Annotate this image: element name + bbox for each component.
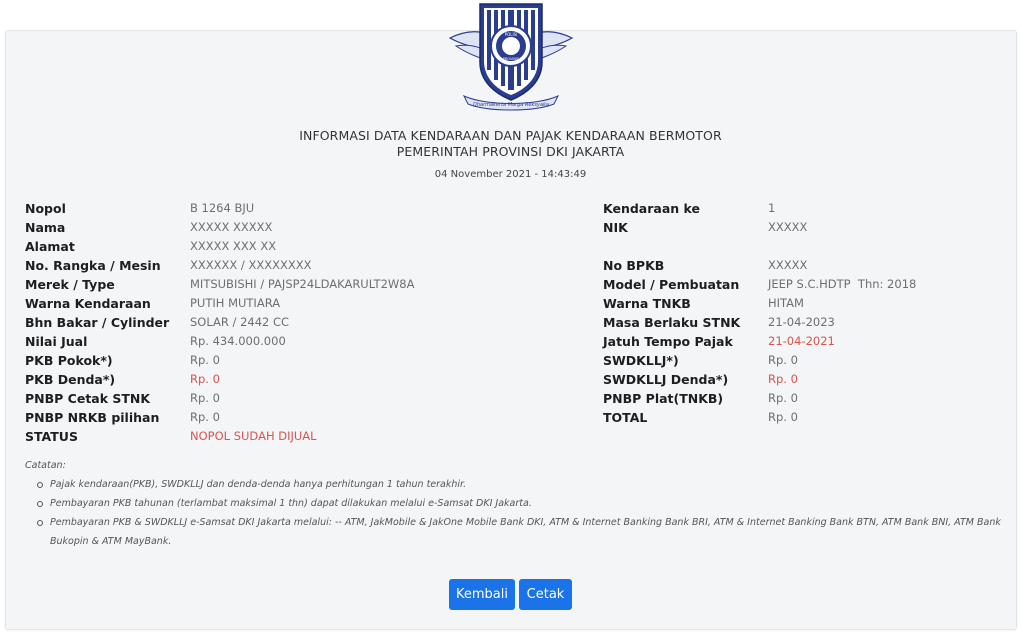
field-value: Rp. 0 — [190, 353, 220, 367]
field-value: XXXXX XXX XX — [190, 239, 277, 253]
field-label: Kendaraan ke — [603, 201, 700, 216]
field-label: Masa Berlaku STNK — [603, 315, 741, 330]
notes-title: Catatan: — [25, 460, 66, 471]
field-label: Nilai Jual — [25, 334, 88, 349]
field-value: Rp. 0 — [190, 372, 220, 386]
field-label: Warna Kendaraan — [25, 296, 151, 311]
field-label: No BPKB — [603, 258, 665, 273]
field-label: PKB Pokok*) — [25, 353, 113, 368]
field-label: Alamat — [25, 239, 75, 254]
field-value: 21-04-2023 — [768, 315, 835, 329]
field-label: Model / Pembuatan — [603, 277, 740, 292]
field-value: Rp. 0 — [190, 410, 220, 424]
field-value: Rp. 0 — [190, 391, 220, 405]
field-value: 1 — [768, 201, 776, 215]
field-value: XXXXX — [768, 220, 808, 234]
field-label: Bhn Bakar / Cylinder — [25, 315, 170, 330]
field-value: B 1264 BJU — [190, 201, 255, 215]
field-value: JEEP S.C.HDTP Thn: 2018 — [768, 277, 917, 291]
field-label: NIK — [603, 220, 628, 235]
field-value: Rp. 0 — [768, 372, 798, 386]
print-button[interactable]: Cetak — [519, 579, 572, 610]
page-subtitle: PEMERINTAH PROVINSI DKI JAKARTA — [396, 144, 625, 159]
field-label: PNBP Plat(TNKB) — [603, 391, 724, 406]
note-item: Pajak kendaraan(PKB), SWDKLLJ dan denda-denda hanya perhitungan 1 tahun terakhir. — [50, 475, 1005, 494]
field-value: PUTIH MUTIARA — [190, 296, 281, 310]
field-label: PNBP Cetak STNK — [25, 391, 151, 406]
field-label: Merek / Type — [25, 277, 115, 292]
svg-text:POLISI: POLISI — [504, 32, 518, 37]
field-value: Rp. 434.000.000 — [190, 334, 286, 348]
page-title: INFORMASI DATA KENDARAAN DAN PAJAK KENDARAAN BERMOTOR — [299, 128, 722, 143]
status-value: NOPOL SUDAH DIJUAL — [190, 429, 317, 443]
field-label: SWDKLLJ*) — [603, 353, 679, 368]
notes-list — [25, 475, 1005, 551]
field-label: TOTAL — [603, 410, 648, 425]
note-item: Pembayaran PKB tahunan (terlambat maksimal 1 thn) dapat dilakukan melalui e-Samsat DKI Jakarta. — [50, 494, 1005, 513]
police-emblem-logo — [446, 0, 576, 112]
field-label: Nama — [25, 220, 66, 235]
field-label: SWDKLLJ Denda*) — [603, 372, 729, 387]
field-label: STATUS — [25, 429, 78, 444]
field-label: Warna TNKB — [603, 296, 691, 311]
field-value: HITAM — [768, 296, 804, 310]
field-label: Jatuh Tempo Pajak — [603, 334, 733, 349]
field-label: PKB Denda*) — [25, 372, 116, 387]
field-value: Rp. 0 — [768, 391, 798, 405]
timestamp: 04 November 2021 - 14:43:49 — [434, 169, 587, 180]
notes-section — [25, 460, 1005, 551]
back-button[interactable]: Kembali — [449, 579, 515, 610]
field-value: XXXXX — [768, 258, 808, 272]
svg-text:PROVINSI: PROVINSI — [502, 57, 520, 61]
field-label: PNBP NRKB pilihan — [25, 410, 160, 425]
field-value: SOLAR / 2442 CC — [190, 315, 290, 329]
field-value: 21-04-2021 — [768, 334, 835, 348]
field-value: Rp. 0 — [768, 410, 798, 424]
svg-text:Dharmakerta Marga Reksyaka: Dharmakerta Marga Reksyaka — [472, 102, 550, 108]
field-value: MITSUBISHI / PAJSP24LDAKARULT2W8A — [190, 277, 415, 291]
field-label: No. Rangka / Mesin — [25, 258, 161, 273]
field-value: Rp. 0 — [768, 353, 798, 367]
field-label: Nopol — [25, 201, 66, 216]
field-value: XXXXXX / XXXXXXXX — [190, 258, 312, 272]
field-value: XXXXX XXXXX — [190, 220, 273, 234]
note-item: Pembayaran PKB & SWDKLLJ e-Samsat DKI Jakarta melalui: -- ATM, JakMobile & JakOne Mobile Bank DKI, ATM & Internet Banking Bank BRI, ATM & Internet Banking Bank BTN, ATM Bank BNI, ATM Bank Bukopin & ATM MayBank. — [50, 513, 1005, 551]
